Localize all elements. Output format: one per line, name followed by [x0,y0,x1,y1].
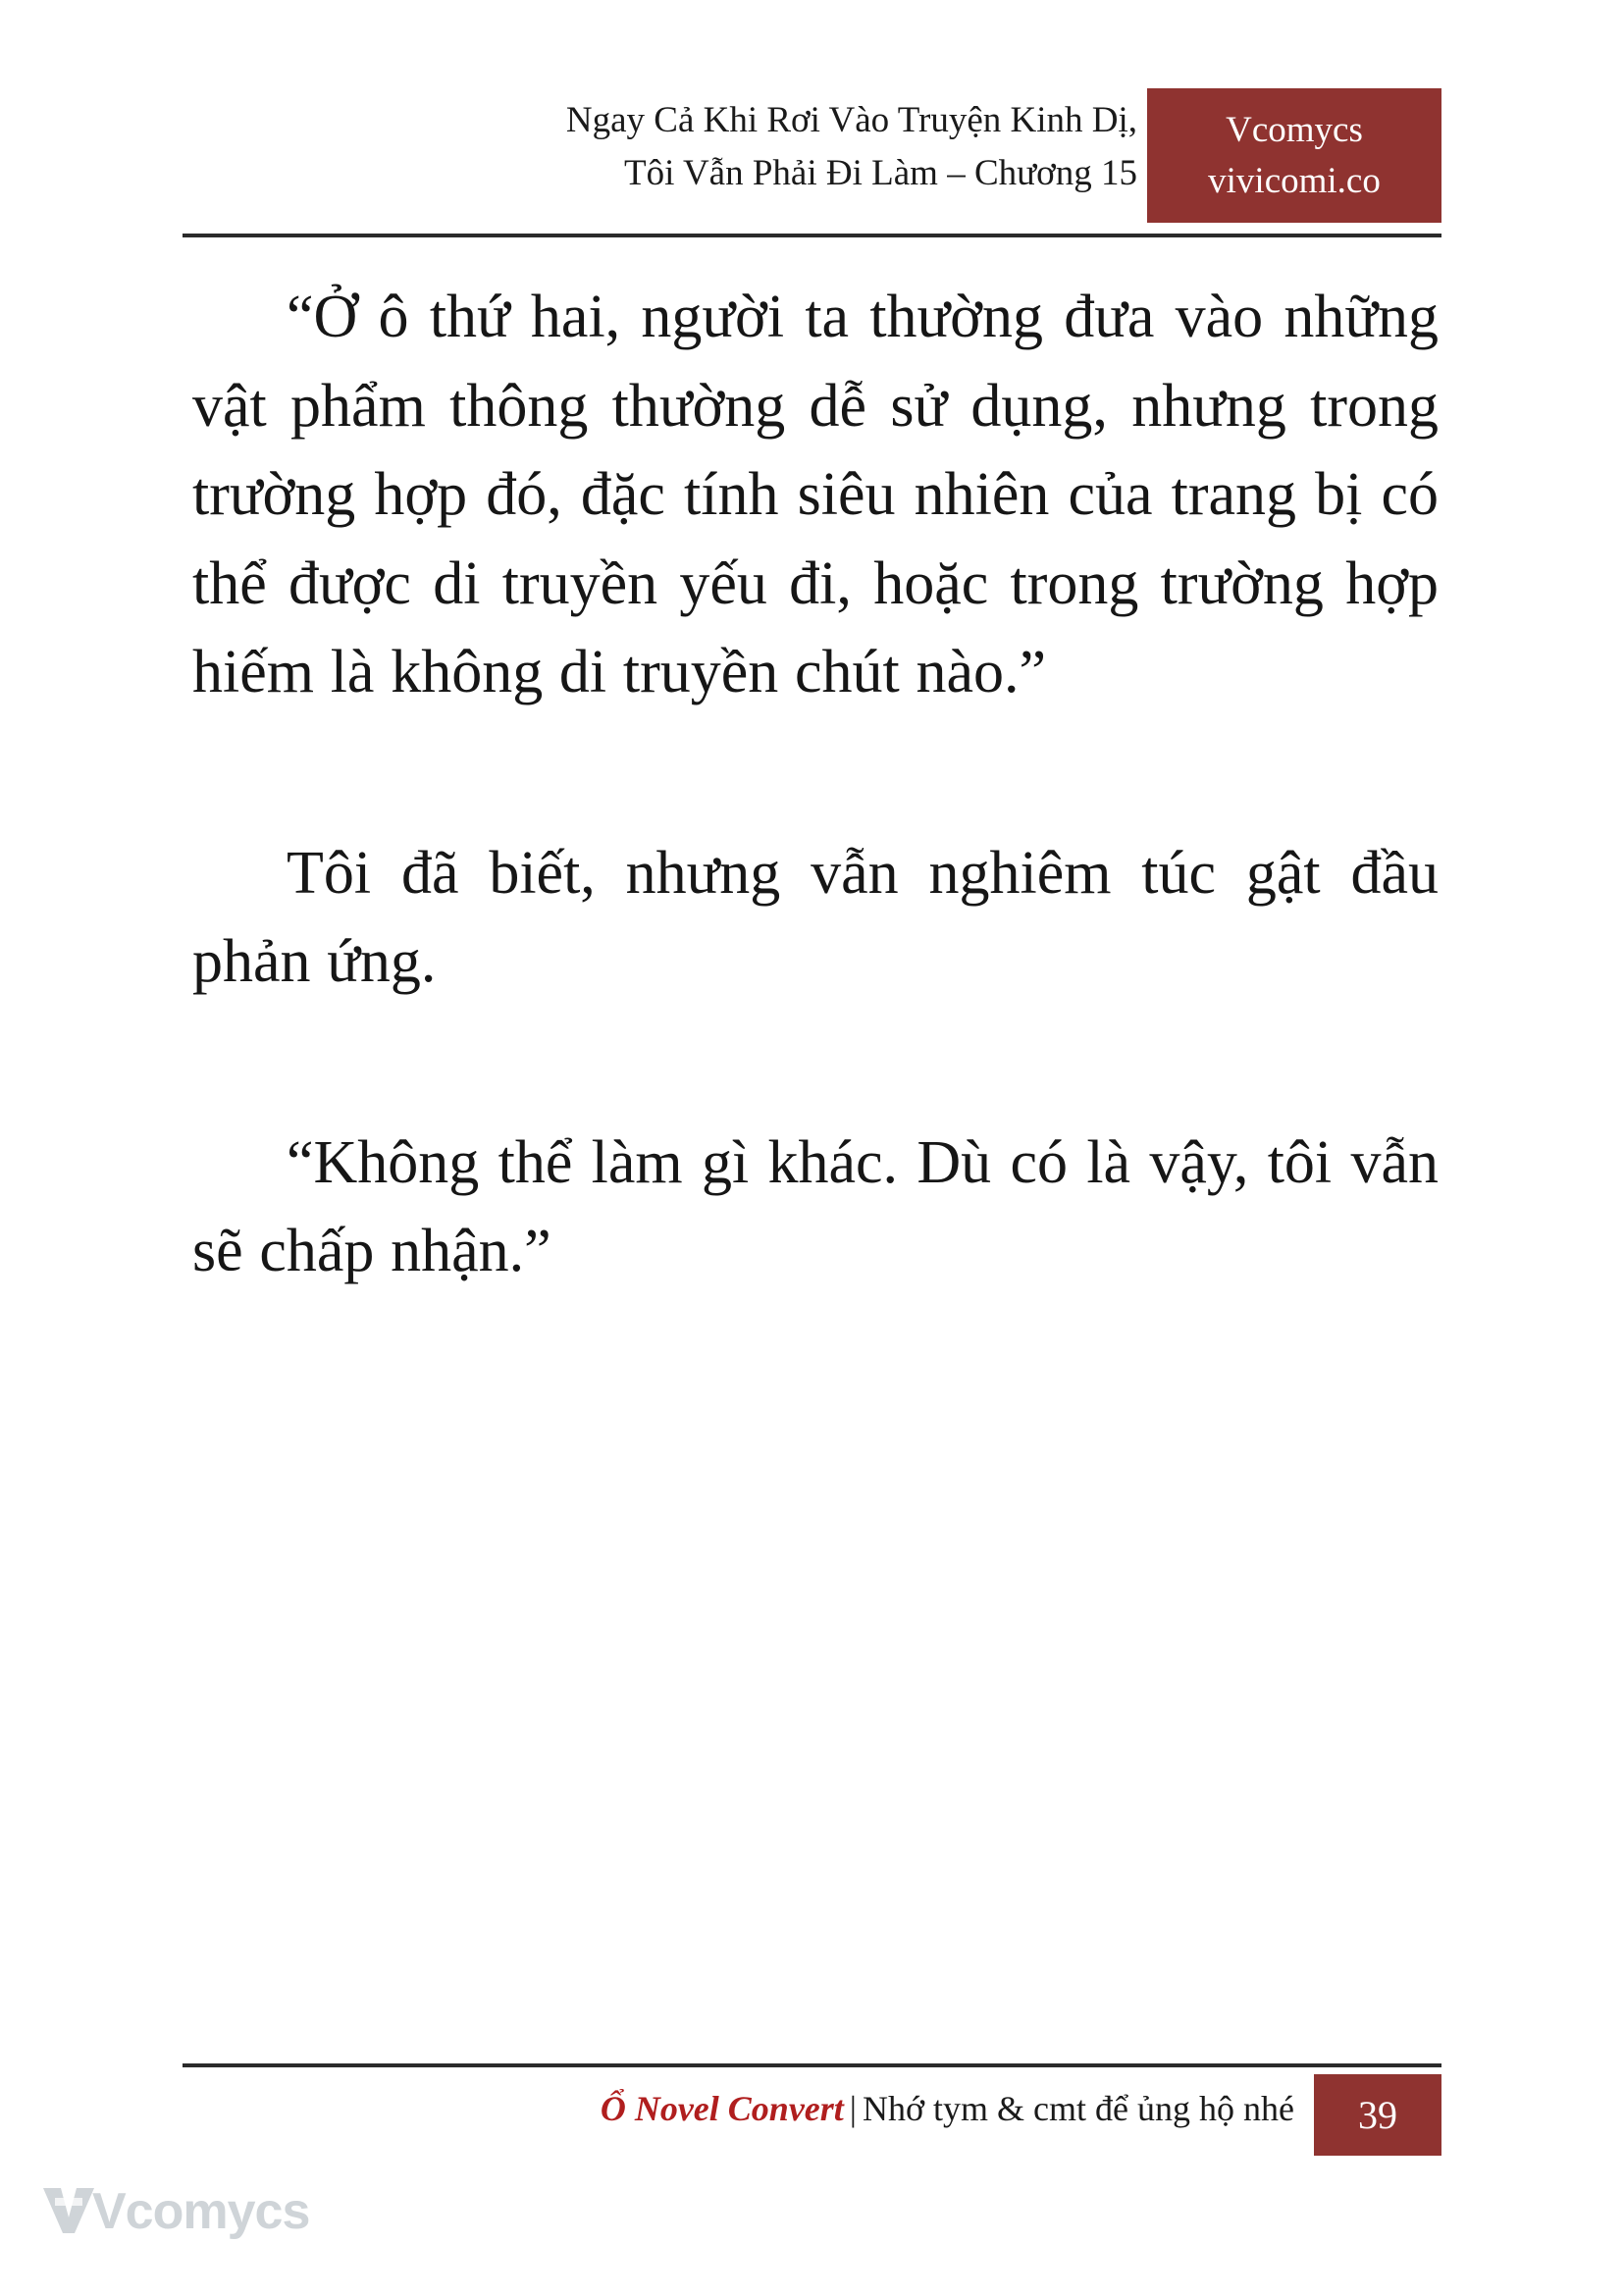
site-badge-name: Vcomycs [1226,110,1363,151]
header-title-line-2: Tôi Vẫn Phải Đi Làm – Chương 15 [624,152,1137,193]
paragraph-3: “Không thể làm gì khác. Dù có là vậy, tôi vẫn sẽ chấp nhận.” [192,1128,1439,1285]
page-content [192,273,1439,1296]
site-badge-url: vivicomi.co [1208,160,1381,201]
footer-divider [183,2063,1441,2067]
footer-brand: Ổ Novel Convert [600,2089,844,2128]
page-header [183,94,1441,234]
page-footer [183,2080,1441,2151]
paragraph-1: “Ở ô thứ hai, người ta thường đưa vào những vật phẩm thông thường dễ sử dụng, nhưng trong trường hợp đó, đặc tính siêu nhiên của trang bị có thể được di truyền yếu đi, hoặc trong trường hợp hiếm là không di truyền chút nào.” [192,284,1439,706]
watermark-label: Vcomycs [92,2183,310,2240]
header-title-line-1: Ngay Cả Khi Rơi Vào Truyện Kinh Dị, [565,100,1137,140]
footer-note: Nhớ tym & cmt để ủng hộ nhé [863,2089,1294,2128]
vcomycs-mark-icon [41,2184,96,2237]
footer-separator: | [849,2089,858,2128]
header-title [293,94,1137,199]
watermark-logo [41,2180,310,2265]
site-badge [1147,88,1441,223]
header-divider [183,234,1441,237]
footer-credit [601,2088,1294,2130]
paragraph-2: Tôi đã biết, nhưng vẫn nghiêm túc gật đầu phản ứng. [192,839,1439,996]
page-number-badge: 39 [1314,2074,1441,2156]
